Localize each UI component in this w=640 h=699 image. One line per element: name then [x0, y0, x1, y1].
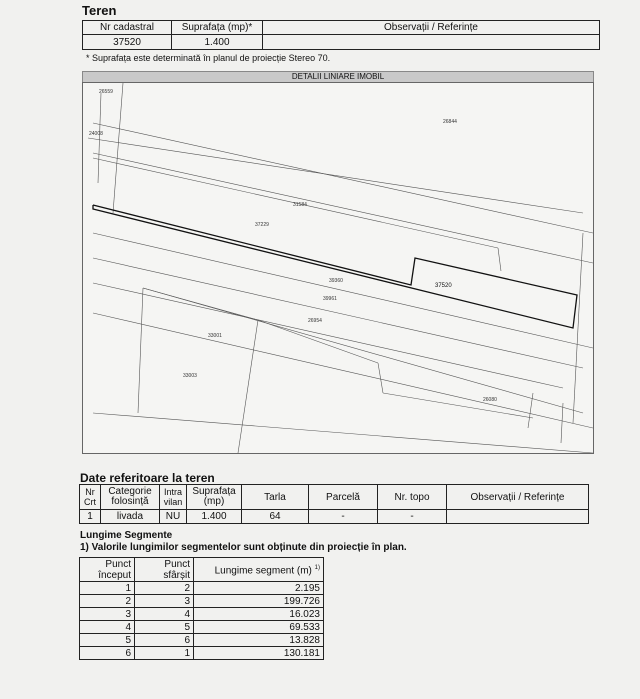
teren-header-nr-cadastral: Nr cadastral — [83, 21, 172, 35]
date-header-suprafata: Suprafața (mp) — [187, 485, 242, 510]
date-table — [79, 484, 589, 524]
segment-end: 3 — [135, 595, 194, 608]
date-header-observatii: Observații / Referințe — [447, 485, 589, 510]
map-label-39961: 39961 — [323, 296, 337, 302]
table-row — [80, 595, 324, 608]
segment-length: 199.726 — [194, 595, 324, 608]
segment-length: 16.023 — [194, 608, 324, 621]
segment-start: 4 — [80, 621, 135, 634]
date-header-parcela: Parcelă — [309, 485, 378, 510]
segments-header-end: Punct sfârșit — [135, 558, 194, 582]
map-label-26954: 26954 — [308, 318, 322, 324]
map-label-37229: 37229 — [255, 222, 269, 228]
map-drawing — [83, 83, 593, 453]
segments-header-length — [194, 558, 324, 582]
segment-length: 130.181 — [194, 647, 324, 660]
segment-start: 5 — [80, 634, 135, 647]
date-section-title: Date referitoare la teren — [80, 471, 215, 485]
teren-table — [82, 20, 600, 50]
map-label-33001: 33001 — [208, 333, 222, 339]
segment-start: 1 — [80, 582, 135, 595]
map-label-31584: 31584 — [293, 202, 307, 208]
segment-length: 13.828 — [194, 634, 324, 647]
segment-end: 5 — [135, 621, 194, 634]
date-cell-suprafata: 1.400 — [187, 510, 242, 524]
segments-header-length-label: Lungime segment (m) — [214, 565, 312, 577]
segments-table — [79, 557, 324, 660]
date-header-tarla: Tarla — [242, 485, 309, 510]
date-cell-categorie: livada — [101, 510, 160, 524]
map-label-26559: 26559 — [99, 89, 113, 95]
date-cell-intravilan: NU — [160, 510, 187, 524]
teren-header-suprafata: Suprafața (mp)* — [172, 21, 263, 35]
teren-cell-suprafata: 1.400 — [172, 35, 263, 50]
date-cell-nr-topo: - — [378, 510, 447, 524]
table-row — [80, 621, 324, 634]
parcel-outline — [93, 205, 577, 328]
map-label-33003: 33003 — [183, 373, 197, 379]
table-row — [80, 608, 324, 621]
section-title: Teren — [82, 3, 117, 18]
cadastral-map — [82, 82, 594, 454]
segments-header-start: Punct început — [80, 558, 135, 582]
date-header-categorie: Categorie folosință — [101, 485, 160, 510]
map-label-24008: 24008 — [89, 131, 103, 137]
date-header-nr-topo: Nr. topo — [378, 485, 447, 510]
segment-length: 2.195 — [194, 582, 324, 595]
table-row — [80, 647, 324, 660]
segment-end: 2 — [135, 582, 194, 595]
map-label-37520: 37520 — [435, 283, 452, 289]
segment-start: 6 — [80, 647, 135, 660]
date-cell-nr: 1 — [80, 510, 101, 524]
segment-length: 69.533 — [194, 621, 324, 634]
teren-cell-nr-cadastral: 37520 — [83, 35, 172, 50]
map-label-26080: 26080 — [483, 397, 497, 403]
date-cell-tarla: 64 — [242, 510, 309, 524]
footnote: * Suprafața este determinată în planul de proiecție Stereo 70. — [86, 53, 331, 63]
teren-header-observatii: Observații / Referințe — [263, 21, 600, 35]
segments-title: Lungime Segmente — [80, 530, 173, 541]
teren-cell-observatii — [263, 35, 600, 50]
table-row — [80, 582, 324, 595]
date-header-nr: Nr Crt — [80, 485, 101, 510]
date-cell-parcela: - — [309, 510, 378, 524]
segments-note: 1) Valorile lungimilor segmentelor sunt obținute din proiecție în plan. — [80, 542, 407, 553]
date-cell-observatii — [447, 510, 589, 524]
segments-header-length-superscript: 1) — [314, 564, 320, 571]
segment-end: 4 — [135, 608, 194, 621]
segment-end: 6 — [135, 634, 194, 647]
segment-end: 1 — [135, 647, 194, 660]
map-label-39360: 39360 — [329, 278, 343, 284]
segment-start: 3 — [80, 608, 135, 621]
date-header-intravilan: Intra vilan — [160, 485, 187, 510]
map-label-26844: 26844 — [443, 119, 457, 125]
segment-start: 2 — [80, 595, 135, 608]
table-row — [80, 634, 324, 647]
map-title: DETALII LINIARE IMOBIL — [82, 71, 594, 83]
